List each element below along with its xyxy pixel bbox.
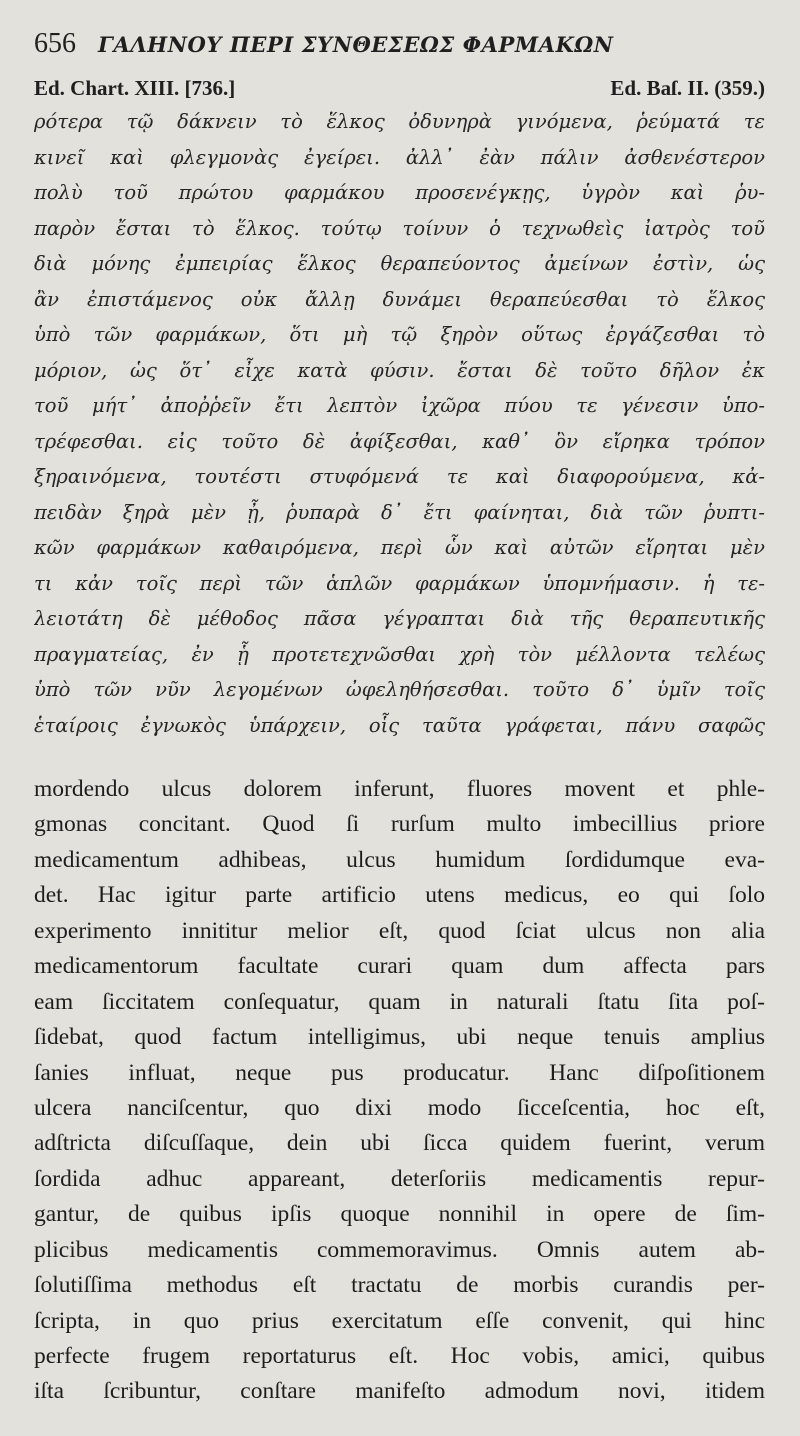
greek-line: τι κἀν τοῖς περὶ τῶν ἁπλῶν φαρμάκων ὑπομνήμασιν. ἡ τε- — [34, 571, 765, 595]
latin-line: plicibus medicamentis commemoravimus. Omnis autem ab- — [34, 1236, 765, 1263]
greek-line: ἂν ἐπιστάμενος οὐκ ἄλλῃ δυνάμει θεραπεύεσθαι τὸ ἕλκος — [34, 287, 765, 311]
latin-line: iſta ſcribuntur, conſtare manifeſto admodum novi, itidem — [34, 1378, 765, 1405]
greek-text-block — [34, 104, 765, 743]
edition-chartier: Ed. Chart. XIII. [736.] — [34, 76, 236, 100]
latin-line: experimento innititur melior eſt, quod ſciat ulcus non alia — [34, 917, 765, 944]
latin-line: ſordida adhuc appareant, deterſoriis medicamentis repur- — [34, 1165, 765, 1192]
greek-line: μόριον, ὡς ὅτ᾽ εἶχε κατὰ φύσιν. ἔσται δὲ τοῦτο δῆλον ἐκ — [34, 358, 765, 382]
greek-line: ρότερα τῷ δάκνειν τὸ ἕλκος ὀδυνηρὰ γινόμενα, ῥεύματά τε — [34, 110, 765, 133]
edition-basel: Ed. Baſ. II. (359.) — [610, 76, 765, 100]
edition-reference-line — [34, 76, 765, 106]
latin-line: ſanies influat, neque pus producatur. Hanc diſpoſitionem — [34, 1059, 765, 1086]
greek-line: πειδὰν ξηρὰ μὲν ᾖ, ῥυπαρὰ δ᾽ ἔτι φαίνηται, διὰ τῶν ῥυπτι- — [34, 500, 765, 524]
greek-line: πολὺ τοῦ πρώτου φαρμάκου προσενέγκῃς, ὑγρὸν καὶ ῥυ- — [34, 181, 765, 204]
latin-line: ulcera nanciſcentur, quo dixi modo ſicceſcentia, hoc eſt, — [34, 1094, 765, 1121]
page-header — [34, 28, 774, 68]
greek-line: κινεῖ καὶ φλεγμονὰς ἐγείρει. ἀλλ᾽ ἐὰν πάλιν ἀσθενέστερον — [34, 145, 765, 169]
latin-line: medicamentorum facultate curari quam dum affecta pars — [34, 953, 765, 980]
latin-text-block — [34, 772, 765, 1410]
greek-line: ὑπὸ τῶν φαρμάκων, ὅτι μὴ τῷ ξηρὸν οὕτως ἐργάζεσθαι τὸ — [34, 323, 765, 346]
latin-line: perfecte frugem reportaturus eſt. Hoc vobis, amici, quibus — [34, 1343, 765, 1369]
greek-line: πραγματείας, ἐν ᾗ προτετεχνῶσθαι χρὴ τὸν μέλλοντα τελέως — [34, 642, 765, 666]
latin-line: gmonas concitant. Quod ſi rurſum multo imbecillius priore — [34, 811, 765, 838]
greek-line: ξηραινόμενα, τουτέστι στυφόμενά τε καὶ διαφορούμενα, κἀ- — [34, 465, 765, 488]
latin-line: ſcripta, in quo prius exercitatum eſſe convenit, qui hinc — [34, 1307, 765, 1334]
latin-line: gantur, de quibus ipſis quoque nonnihil in opere de ſim- — [34, 1201, 765, 1228]
greek-line: ὑπὸ τῶν νῦν λεγομένων ὠφεληθήσεσθαι. τοῦτο δ᾽ ὑμῖν τοῖς — [34, 678, 765, 701]
latin-line: eam ſiccitatem conſequatur, quam in naturali ſtatu ſita poſ- — [34, 988, 765, 1015]
greek-line: τοῦ μήτ᾽ ἀποῤῥεῖν ἔτι λεπτὸν ἰχῶρα πύου τε γένεσιν ὑπο- — [34, 394, 765, 417]
latin-line: adſtricta diſcuſſaque, dein ubi ſicca quidem fuerint, verum — [34, 1130, 765, 1157]
greek-line: ἑταίροις ἐγνωκὸς ὑπάρχειν, οἷς ταῦτα γράφεται, πάνυ σαφῶς — [34, 713, 765, 737]
greek-line: κῶν φαρμάκων καθαιρόμενα, περὶ ὧν καὶ αὐτῶν εἴρηται μὲν — [34, 536, 765, 559]
latin-line: det. Hac igitur parte artificio utens medicus, eo qui ſolo — [34, 882, 765, 909]
latin-line: ſolutiſſima methodus eſt tractatu de morbis curandis per- — [34, 1272, 765, 1299]
greek-line: λειοτάτη δὲ μέθοδος πᾶσα γέγραπται διὰ τῆς θεραπευτικῆς — [34, 607, 765, 630]
page-number: 656 — [34, 28, 76, 59]
greek-line: διὰ μόνης ἐμπειρίας ἕλκος θεραπεύοντος ἀμείνων ἐστὶν, ὡς — [34, 252, 765, 275]
running-title: ΓΑΛΗΝΟΥ ΠΕΡΙ ΣΥΝΘΕΣΕΩΣ ΦΑΡΜΑΚΩΝ — [98, 32, 614, 57]
latin-line: mordendo ulcus dolorem inferunt, fluores movent et phle- — [34, 776, 765, 802]
latin-line: medicamentum adhibeas, ulcus humidum ſordidumque eva- — [34, 846, 765, 873]
greek-line: παρὸν ἔσται τὸ ἕλκος. τούτῳ τοίνυν ὁ τεχνωθεὶς ἰατρὸς τοῦ — [34, 216, 765, 240]
greek-line: τρέφεσθαι. εἰς τοῦτο δὲ ἀφίξεσθαι, καθ᾽ ὃν εἴρηκα τρόπον — [34, 429, 765, 453]
latin-line: ſidebat, quod factum intelligimus, ubi neque tenuis amplius — [34, 1024, 765, 1051]
